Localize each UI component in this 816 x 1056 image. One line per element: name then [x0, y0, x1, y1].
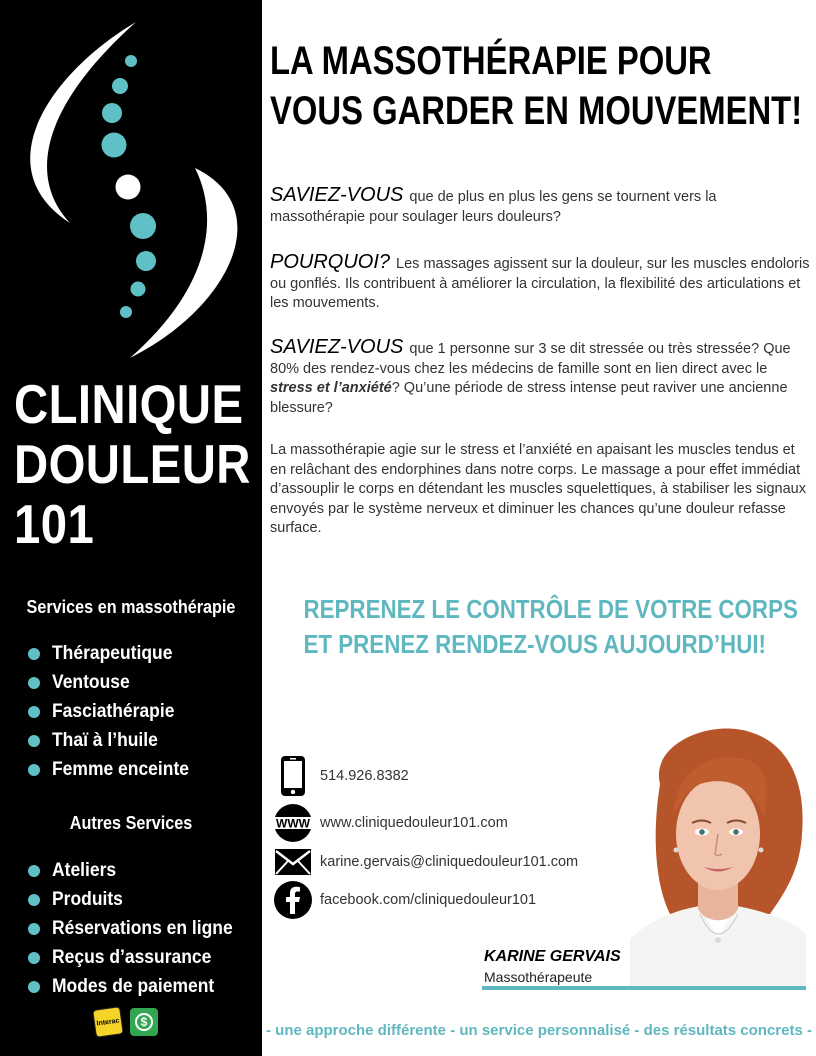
bullet-icon [28, 865, 40, 877]
services-heading: Services en massothérapie [26, 597, 236, 617]
paragraph-1: SAVIEZ-VOUS que de plus en plus les gens se tournent vers la massothérapie pour soulager leurs douleurs? [270, 184, 717, 225]
call-to-action [266, 592, 801, 662]
interac-card-icon: Interac [92, 1006, 124, 1038]
contact-phone [272, 756, 409, 796]
bullet-icon [28, 764, 40, 776]
cta-line-2: ET PRENEZ RENDEZ-VOUS AUJOURD’HUI! [303, 629, 767, 659]
list-item: Réservations en ligne [28, 914, 248, 943]
bullet-icon [28, 648, 40, 660]
person-role: Massothérapeute [484, 969, 593, 985]
brand-line-2: DOULEUR [14, 433, 251, 495]
portrait-photo [630, 724, 806, 986]
brand-line-3: 101 [14, 493, 95, 555]
paragraph-lead: SAVIEZ-VOUS [270, 184, 404, 206]
list-item: Ateliers [28, 856, 248, 885]
bullet-icon [28, 894, 40, 906]
list-item: Thérapeutique [28, 639, 201, 668]
bullet-icon [28, 981, 40, 993]
bullet-icon [28, 677, 40, 689]
dollar-coin-icon: $ [130, 1008, 158, 1036]
person-name: KARINE GERVAIS [484, 948, 621, 965]
contact-web [272, 803, 508, 843]
paragraph-lead: SAVIEZ-VOUS [270, 336, 404, 358]
list-item: Reçus d’assurance [28, 943, 248, 972]
bullet-icon [28, 706, 40, 718]
facebook-link[interactable]: facebook.com/cliniquedouleur101 [320, 892, 537, 908]
headline-line-1: LA MASSOTHÉRAPIE POUR [270, 39, 712, 83]
envelope-icon [272, 841, 314, 883]
svg-text:WWW: WWW [276, 816, 310, 831]
spine-swirl-logo-icon [10, 18, 250, 363]
email-link[interactable]: karine.gervais@cliniquedouleur101.com [320, 854, 579, 870]
list-item: Modes de paiement [28, 972, 248, 1001]
contact-facebook [272, 880, 536, 920]
list-item: Fasciathérapie [28, 697, 201, 726]
brand-line-1: CLINIQUE [14, 373, 244, 435]
other-services-list [28, 856, 248, 1001]
bullet-icon [28, 923, 40, 935]
bullet-icon [28, 735, 40, 747]
divider [482, 986, 806, 990]
page-title [270, 36, 816, 136]
phone-number[interactable]: 514.926.8382 [320, 768, 409, 784]
payment-icons [94, 1008, 158, 1036]
paragraph-3: SAVIEZ-VOUS que 1 personne sur 3 se dit stressée ou très stressée? Que 80% des rendez-vous chez les médecins de famille sont en lien direct avec le stress et l’anxiété? Qu’une période de stress intense peut raviver une ancienne blessure? [270, 336, 791, 416]
phone-icon [272, 755, 314, 797]
services-list [28, 639, 201, 784]
other-services-heading: Autres Services [69, 813, 193, 833]
paragraph-2: POURQUOI? Les massages agissent sur la douleur, sur les muscles endoloris ou gonflés. Ils contribuent à améliorer la circulation, la flexibilité des articulations et les mouvements. [270, 251, 810, 311]
website-link[interactable]: www.cliniquedouleur101.com [320, 815, 508, 831]
list-item: Ventouse [28, 668, 201, 697]
emphasis-text: stress et l’anxiété [270, 380, 392, 396]
contact-email [272, 842, 578, 882]
paragraph-lead: POURQUOI? [270, 251, 391, 273]
list-item: Thaï à l’huile [28, 726, 201, 755]
www-globe-icon [272, 802, 314, 844]
cta-line-1: REPRENEZ LE CONTRÔLE DE VOTRE CORPS [303, 594, 798, 624]
sidebar [0, 0, 262, 1056]
list-item: Produits [28, 885, 248, 914]
tagline: - une approche différente - un service personnalisé - des résultats concrets - [266, 1022, 812, 1039]
bullet-icon [28, 952, 40, 964]
list-item: Femme enceinte [28, 755, 201, 784]
headline-line-2: VOUS GARDER EN MOUVEMENT! [270, 89, 803, 133]
paragraph-4: La massothérapie agie sur le stress et l’anxiété en apaisant les muscles tendus et en relâchant des endorphines dans notre corps. Le massage a pour effet immédiat d’assouplir le corps en détendant les muscles squelettiques, à stabiliser les signaux envoyés par le système nerveux et diminuer les chances qu’une douleur refasse surface. [270, 442, 806, 536]
facebook-icon [272, 879, 314, 921]
